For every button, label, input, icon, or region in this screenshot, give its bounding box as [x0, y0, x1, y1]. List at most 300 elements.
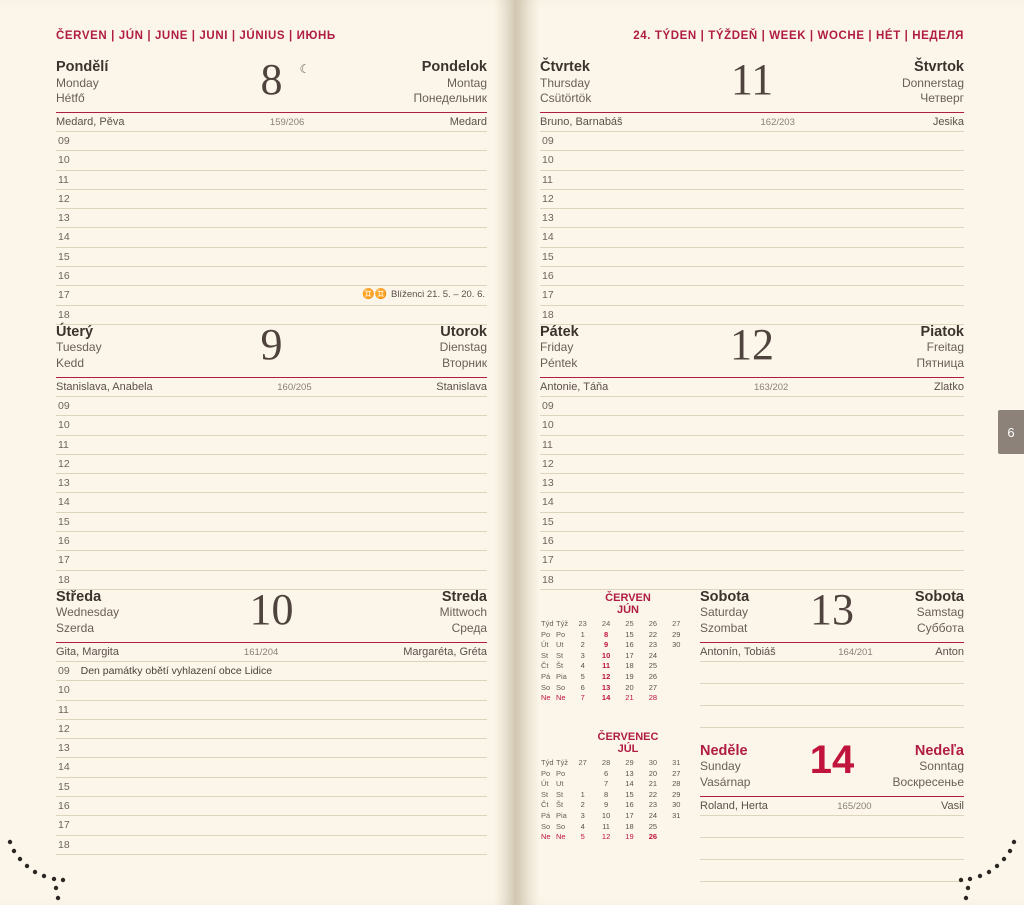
- hour-label: 16: [58, 800, 70, 813]
- hour-row[interactable]: [56, 551, 487, 570]
- mini-day-current[interactable]: 10: [601, 650, 611, 660]
- day-name-de: Donnerstag: [901, 75, 964, 90]
- day-name-cs: Pondělí: [56, 59, 109, 75]
- day-name-en: Thursday: [540, 75, 591, 90]
- hour-row[interactable]: [540, 209, 964, 228]
- nameday-sk: Margaréta, Gréta: [403, 645, 487, 658]
- mini-day[interactable]: 30: [672, 640, 681, 650]
- mini-day[interactable]: 3: [580, 650, 585, 660]
- hour-row[interactable]: [540, 132, 964, 151]
- mini-day[interactable]: [571, 769, 594, 780]
- mini-title-cs: ČERVEN: [605, 591, 651, 604]
- hour-list: [56, 662, 487, 855]
- hour-label: 14: [542, 231, 554, 244]
- hour-row[interactable]: [540, 436, 964, 455]
- day-name-hu: Csütörtök: [540, 91, 592, 105]
- day-name-cs: Čtvrtek: [540, 59, 590, 75]
- day-name-sk: Nedeľa: [914, 742, 964, 759]
- nameday-cs: Roland, Herta: [700, 799, 768, 812]
- hour-label: 13: [542, 477, 554, 490]
- hour-label: 14: [542, 496, 554, 509]
- day-names-right: [440, 325, 487, 372]
- hour-row[interactable]: [56, 758, 487, 777]
- weekday-label-cs: Út: [541, 640, 549, 650]
- mini-day[interactable]: 7: [580, 693, 585, 703]
- day-name-en: Monday: [56, 75, 99, 90]
- nameday-cs: Antonie, Táňa: [540, 380, 609, 393]
- day-name-ru: Четверг: [920, 91, 964, 105]
- week-label-cs: Týd: [541, 757, 554, 767]
- day-name-sk: Piatok: [920, 323, 964, 340]
- weekday-label-cs: Út: [541, 779, 549, 789]
- nameday-row: [56, 643, 487, 662]
- nameday-cs: Bruno, Barnabáš: [540, 116, 623, 128]
- hour-label: 13: [542, 212, 554, 225]
- nameday-row: [540, 113, 964, 132]
- weekday-label-sk: Št: [556, 661, 564, 671]
- hour-row[interactable]: [56, 513, 487, 532]
- day-of-year: 161/204: [243, 646, 279, 658]
- mini-day[interactable]: 30: [672, 800, 681, 810]
- right-page: [516, 0, 1024, 905]
- hour-row[interactable]: [540, 551, 964, 570]
- day-block-thursday: [540, 55, 964, 325]
- hour-row[interactable]: [56, 397, 487, 416]
- day-name-de: Freitag: [926, 340, 964, 355]
- mini-row: [540, 640, 688, 651]
- mini-day-current[interactable]: 12: [601, 671, 611, 681]
- nameday-row: [56, 113, 487, 132]
- weekday-label-sk: Ne: [556, 693, 566, 703]
- mini-day[interactable]: 15: [625, 789, 634, 799]
- hour-row[interactable]: [56, 455, 487, 474]
- mini-day[interactable]: 29: [672, 629, 681, 639]
- holiday-note: Den památky obětí vyhlazení obce Lidice: [80, 664, 273, 677]
- note-line[interactable]: [700, 662, 964, 684]
- mini-day[interactable]: 8: [604, 789, 609, 799]
- mini-day[interactable]: 4: [580, 821, 585, 831]
- hour-row[interactable]: [56, 248, 487, 267]
- mini-day[interactable]: 13: [625, 768, 634, 778]
- mini-row: [540, 800, 688, 811]
- hour-row[interactable]: [56, 132, 487, 151]
- day-name-sk: Sobota: [914, 588, 964, 605]
- day-names-left: [56, 590, 119, 637]
- mini-day[interactable]: 14: [625, 779, 634, 789]
- zodiac-note: ♊♊ Blíženci 21. 5. – 20. 6.: [362, 289, 485, 301]
- day-name-de: Samstag: [916, 605, 964, 620]
- day-names-left: [540, 60, 591, 107]
- week-label-cs: Týd: [541, 618, 554, 628]
- moon-phase-icon: ☾: [299, 62, 311, 76]
- mini-day[interactable]: 20: [625, 682, 634, 692]
- mini-day[interactable]: 6: [580, 682, 585, 692]
- hour-row[interactable]: [56, 816, 487, 835]
- hour-row[interactable]: [540, 171, 964, 190]
- day-number: 10: [249, 584, 294, 634]
- mini-day[interactable]: 25: [648, 661, 658, 671]
- mini-day-current[interactable]: 14: [601, 693, 611, 703]
- mini-day[interactable]: 27: [648, 682, 658, 692]
- day-number: 9: [260, 319, 283, 369]
- hour-row[interactable]: [540, 416, 964, 435]
- day-name-cs: Neděle: [700, 742, 748, 759]
- mini-day[interactable]: 19: [625, 671, 634, 681]
- hour-label: 11: [58, 703, 69, 716]
- hour-row[interactable]: [540, 532, 964, 551]
- mini-day[interactable]: 17: [625, 650, 634, 660]
- day-name-ru: Пятница: [916, 355, 964, 370]
- hour-row[interactable]: [56, 662, 487, 681]
- day-name-cs: Úterý: [56, 323, 94, 340]
- mini-day-current[interactable]: 11: [602, 661, 611, 671]
- day-number: 11: [730, 55, 774, 104]
- mini-day[interactable]: 28: [672, 779, 681, 789]
- hour-label: 15: [542, 515, 554, 528]
- mini-day[interactable]: 18: [625, 821, 634, 831]
- mini-day[interactable]: 23: [648, 800, 658, 810]
- day-name-sk: Streda: [441, 588, 487, 605]
- mini-row: [540, 630, 688, 641]
- mini-day[interactable]: 23: [648, 640, 658, 650]
- hour-row[interactable]: [56, 701, 487, 720]
- mini-day[interactable]: [665, 661, 688, 672]
- hour-row[interactable]: [56, 532, 487, 551]
- hour-row[interactable]: [56, 720, 487, 739]
- mini-calendar-grid: [540, 758, 688, 843]
- hour-row[interactable]: [540, 474, 964, 493]
- weekend-section: [540, 584, 964, 882]
- weekday-label-sk: So: [556, 682, 566, 692]
- nameday-cs: Stanislava, Anabela: [56, 380, 153, 393]
- day-name-sk: Štvrtok: [914, 59, 964, 75]
- day-names-right: [892, 744, 964, 791]
- hour-row[interactable]: [56, 797, 487, 816]
- mini-day[interactable]: 24: [648, 650, 658, 660]
- hour-label: 14: [58, 761, 70, 774]
- hour-row[interactable]: [540, 151, 964, 170]
- hour-row[interactable]: [540, 286, 964, 305]
- hour-row[interactable]: [540, 493, 964, 512]
- day-name-de: Montag: [446, 75, 487, 90]
- hour-row[interactable]: [540, 571, 964, 590]
- hour-row[interactable]: [56, 493, 487, 512]
- week-number: 23: [578, 618, 587, 628]
- hour-row[interactable]: [56, 209, 487, 228]
- note-line[interactable]: [700, 838, 964, 860]
- mini-day[interactable]: 5: [580, 832, 585, 842]
- day-name-en: Wednesday: [56, 605, 120, 620]
- hour-label: 17: [58, 289, 70, 302]
- day-name-de: Sonntag: [919, 759, 964, 774]
- mini-row: [540, 811, 688, 822]
- hour-label: 15: [542, 250, 554, 263]
- mini-day-current[interactable]: 9: [604, 640, 609, 650]
- day-block-friday: [540, 319, 964, 590]
- hour-label: 09: [542, 135, 554, 147]
- hour-label: 09: [58, 135, 70, 147]
- day-header: [540, 319, 964, 377]
- day-name-hu: Péntek: [540, 355, 578, 370]
- hour-label: 10: [58, 419, 70, 432]
- weekday-label-cs: St: [541, 789, 549, 799]
- hour-row[interactable]: [56, 416, 487, 435]
- note-line-list: [700, 662, 964, 728]
- day-name-hu: Szerda: [56, 620, 95, 635]
- day-header: [700, 584, 964, 642]
- note-line[interactable]: [700, 816, 964, 838]
- hour-row[interactable]: [540, 228, 964, 247]
- day-name-ru: Суббота: [917, 620, 964, 635]
- hour-label: 11: [58, 438, 69, 451]
- mini-day[interactable]: 2: [580, 800, 585, 810]
- hour-row[interactable]: [56, 681, 487, 700]
- hour-label: 18: [542, 573, 554, 586]
- note-line[interactable]: [700, 684, 964, 706]
- week-number: 25: [625, 618, 634, 628]
- hour-row[interactable]: [540, 455, 964, 474]
- hour-row[interactable]: [540, 267, 964, 286]
- day-name-de: Mittwoch: [439, 605, 487, 620]
- hour-label: 18: [58, 308, 70, 321]
- week-number: 26: [648, 618, 658, 628]
- mini-day[interactable]: 11: [602, 821, 610, 831]
- weekday-label-cs: Po: [541, 629, 551, 639]
- hour-label: 18: [58, 573, 70, 586]
- hour-row[interactable]: [56, 267, 487, 286]
- weekday-label-cs: Čt: [541, 800, 549, 810]
- mini-week-header: [540, 619, 688, 630]
- mini-day-current[interactable]: 13: [601, 682, 611, 692]
- hour-row[interactable]: [540, 248, 964, 267]
- mini-row: [540, 683, 688, 694]
- mini-day[interactable]: 21: [625, 693, 634, 703]
- hour-label: 11: [58, 173, 69, 186]
- mini-day[interactable]: 22: [648, 629, 658, 639]
- mini-day[interactable]: 1: [580, 629, 585, 639]
- day-block-tuesday: [56, 319, 487, 590]
- hour-label: 09: [58, 664, 70, 677]
- mini-day-current[interactable]: 8: [604, 629, 609, 639]
- mini-day[interactable]: 2: [580, 640, 585, 650]
- mini-calendar-title: [540, 731, 690, 755]
- mini-day-highlight[interactable]: 26: [648, 832, 658, 842]
- mini-row: [540, 769, 688, 780]
- note-line[interactable]: [700, 860, 964, 882]
- day-block-wednesday: [56, 584, 487, 855]
- weekday-label-cs: Pá: [541, 671, 551, 681]
- day-of-year: 163/202: [753, 381, 789, 393]
- mini-day[interactable]: 3: [580, 810, 585, 820]
- mini-day[interactable]: [665, 683, 688, 694]
- hour-label: 17: [542, 289, 554, 302]
- mini-row: [540, 822, 688, 833]
- day-number: 14: [809, 737, 855, 782]
- day-name-en: Tuesday: [56, 340, 102, 355]
- mini-row-sunday: [540, 832, 688, 843]
- weekday-label-cs: So: [541, 682, 551, 692]
- mini-day[interactable]: 18: [625, 661, 634, 671]
- hour-list: [540, 397, 964, 590]
- hour-label: 16: [58, 535, 70, 548]
- hour-row[interactable]: [56, 228, 487, 247]
- weekday-label-sk: St: [556, 789, 564, 799]
- mini-title-sk: JÚN: [616, 603, 639, 616]
- day-name-cs: Pátek: [540, 323, 579, 340]
- zodiac-gemini-icon: ♊♊: [362, 289, 387, 301]
- mini-day[interactable]: 21: [648, 779, 658, 789]
- week-number: 29: [625, 757, 634, 767]
- hour-row[interactable]: [56, 474, 487, 493]
- hour-label: 18: [542, 308, 554, 321]
- day-names-left: [700, 744, 750, 791]
- mini-row: [540, 661, 688, 672]
- hour-label: 10: [542, 419, 554, 432]
- mini-day[interactable]: 27: [672, 768, 681, 778]
- mini-day[interactable]: 16: [625, 800, 634, 810]
- hour-row[interactable]: [56, 778, 487, 797]
- mini-row-sunday: [540, 693, 688, 704]
- mini-day[interactable]: 25: [648, 821, 658, 831]
- day-name-ru: Вторник: [442, 355, 487, 370]
- nameday-row: [700, 797, 964, 816]
- day-name-de: Dienstag: [439, 340, 487, 355]
- day-of-year: 165/200: [837, 800, 872, 812]
- mini-calendar-grid: [540, 619, 688, 704]
- hour-row[interactable]: [56, 739, 487, 758]
- note-line[interactable]: [700, 706, 964, 728]
- hour-row[interactable]: [540, 397, 964, 416]
- mini-day[interactable]: [665, 651, 688, 662]
- mini-calendar-june: [540, 592, 690, 704]
- hour-row[interactable]: [56, 171, 487, 190]
- mini-day[interactable]: 4: [580, 661, 585, 671]
- day-name-en: Sunday: [700, 759, 741, 774]
- weekday-label-sk: Po: [556, 768, 566, 778]
- hour-label: 15: [58, 515, 70, 528]
- hour-label: 12: [58, 192, 70, 205]
- day-block-sunday: [700, 737, 964, 882]
- hour-row[interactable]: [56, 436, 487, 455]
- mini-day[interactable]: 16: [625, 640, 634, 650]
- mini-day[interactable]: 9: [604, 800, 609, 810]
- hour-row[interactable]: [540, 190, 964, 209]
- mini-day[interactable]: 10: [601, 810, 611, 820]
- mini-day[interactable]: 28: [648, 693, 658, 703]
- mini-day[interactable]: 5: [580, 671, 585, 681]
- hour-row[interactable]: [56, 151, 487, 170]
- mini-day[interactable]: 29: [672, 789, 681, 799]
- day-block-saturday: [700, 584, 964, 728]
- weekday-label-sk: St: [556, 650, 564, 660]
- mini-day[interactable]: [665, 822, 688, 833]
- mini-day[interactable]: 24: [648, 810, 658, 820]
- mini-day[interactable]: [571, 779, 594, 790]
- hour-label: 12: [542, 457, 554, 470]
- day-block-monday: [56, 55, 487, 325]
- hour-list: [56, 132, 487, 325]
- hour-label: 12: [58, 457, 70, 470]
- hour-label: 14: [58, 231, 70, 244]
- mini-day[interactable]: 19: [625, 832, 634, 842]
- mini-day[interactable]: 15: [625, 629, 634, 639]
- mini-day[interactable]: 7: [604, 779, 609, 789]
- hour-row[interactable]: [56, 286, 487, 305]
- month-tab[interactable]: 6: [998, 410, 1024, 454]
- day-name-hu: Szombat: [700, 620, 748, 635]
- mini-calendar-july: [540, 731, 690, 843]
- mini-day[interactable]: [665, 693, 688, 704]
- hour-row[interactable]: [56, 190, 487, 209]
- day-number: 12: [730, 319, 774, 369]
- day-header: [700, 737, 964, 796]
- hour-label: 15: [58, 250, 70, 263]
- day-name-ru: Среда: [451, 620, 487, 635]
- mini-day[interactable]: 31: [672, 810, 681, 820]
- nameday-sk: Zlatko: [934, 380, 964, 393]
- hour-label: 16: [542, 270, 554, 283]
- hour-row[interactable]: [56, 836, 487, 855]
- day-name-hu: Hétfő: [56, 91, 85, 105]
- weekday-label-sk: Ne: [556, 832, 566, 842]
- hour-label: 09: [58, 399, 70, 412]
- weekday-label-cs: Po: [541, 768, 551, 778]
- hour-label: 13: [58, 212, 70, 225]
- week-number: 27: [578, 757, 587, 767]
- mini-day[interactable]: 26: [648, 671, 658, 681]
- mini-day[interactable]: 12: [601, 832, 611, 842]
- nameday-sk: Stanislava: [436, 380, 487, 393]
- mini-title-sk: JÚL: [617, 742, 639, 755]
- week-number: 28: [601, 757, 611, 767]
- mini-day[interactable]: [665, 832, 688, 843]
- hour-label: 09: [542, 399, 554, 412]
- mini-row: [540, 779, 688, 790]
- week-header-right: 24. TÝDEN | TÝŽDEŇ | WEEK | WOCHE | HÉT | НЕДЕЛЯ: [633, 30, 964, 42]
- hour-label: 17: [58, 819, 70, 832]
- weekday-label-cs: Čt: [541, 661, 549, 671]
- hour-label: 15: [58, 780, 70, 793]
- weekday-label-sk: Ut: [556, 640, 564, 650]
- mini-day[interactable]: 20: [648, 768, 658, 778]
- day-header: [56, 584, 487, 642]
- mini-day[interactable]: 17: [625, 810, 634, 820]
- day-names-right: [440, 590, 487, 637]
- mini-day[interactable]: 22: [648, 789, 658, 799]
- day-name-en: Friday: [540, 340, 574, 355]
- mini-day[interactable]: 1: [580, 789, 585, 799]
- day-header: [56, 55, 487, 112]
- day-names-left: [540, 325, 579, 372]
- hour-label: 16: [58, 270, 70, 283]
- week-number: 30: [648, 757, 658, 767]
- hour-row[interactable]: [540, 513, 964, 532]
- day-name-cs: Středa: [56, 588, 102, 605]
- day-names-left: [700, 590, 749, 637]
- nameday-sk: Medard: [449, 116, 487, 128]
- nameday-sk: Vasil: [940, 799, 964, 812]
- weekday-label-sk: Ut: [556, 779, 564, 789]
- day-of-year: 162/203: [760, 117, 795, 128]
- mini-day[interactable]: [665, 672, 688, 683]
- mini-day[interactable]: 6: [604, 768, 609, 778]
- nameday-row: [700, 643, 964, 662]
- nameday-sk: Jesika: [932, 116, 964, 128]
- week-label-sk: Týž: [556, 618, 569, 628]
- weekday-label-cs: Pá: [541, 810, 551, 820]
- day-name-sk: Pondelok: [421, 59, 487, 75]
- hour-list: [56, 397, 487, 590]
